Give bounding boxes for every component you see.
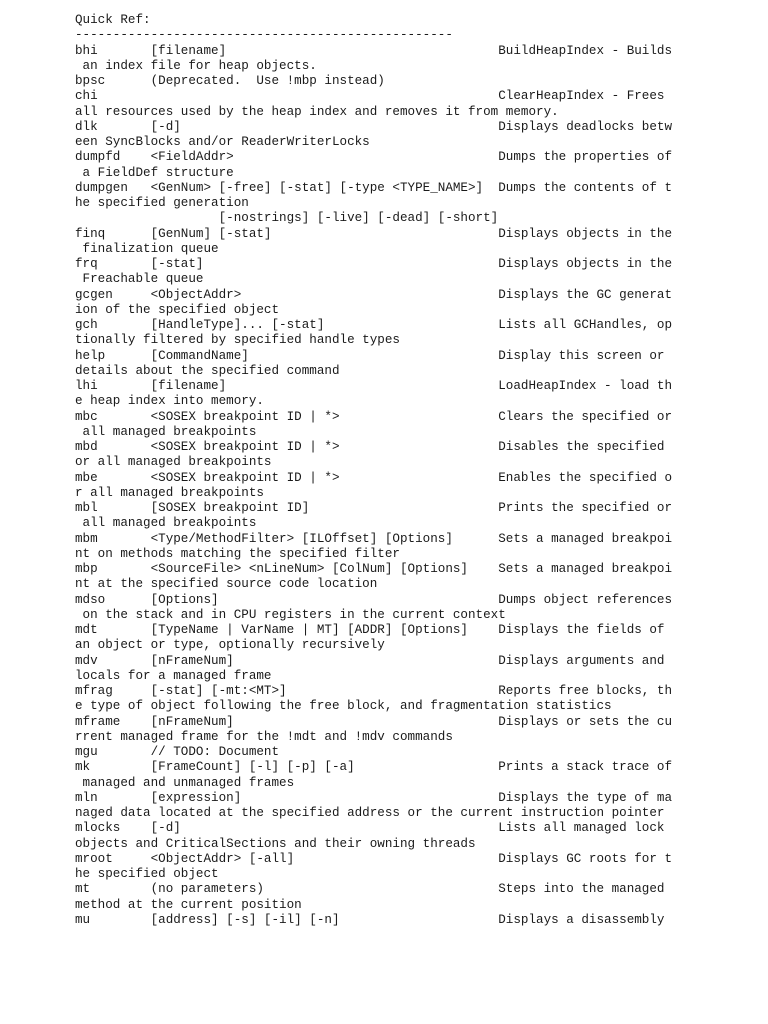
text-line: [-nostrings] [-live] [-dead] [-short] (75, 211, 499, 226)
text-line: mbp <SourceFile> <nLineNum> [ColNum] [Options] Sets a managed breakpoi (75, 562, 673, 576)
text-line: tionally filtered by specified handle types (75, 333, 400, 348)
text-line: bhi [filename] BuildHeapIndex - Builds (75, 43, 673, 58)
text-line: dumpfd <FieldAddr> Dumps the properties of (75, 150, 673, 165)
text-line: finalization queue (75, 241, 219, 256)
text-line: mk [FrameCount] [-l] [-p] [-a] Prints a stack trace of (75, 760, 673, 775)
text-line: frq [-stat] Displays objects in the (75, 257, 673, 271)
text-line: r all managed breakpoints (75, 485, 264, 500)
text-line: help [CommandName] Display this screen or (75, 348, 665, 363)
text-line: Quick Ref: (75, 13, 151, 27)
text-line: -------------------------------------------------- (75, 28, 453, 43)
text-line: mu [address] [-s] [-il] [-n] Displays a disassembly (75, 912, 665, 927)
text-line: mroot <ObjectAddr> [-all] Displays GC roots for t (75, 851, 673, 866)
quick-ref-document (75, 13, 685, 928)
text-line: finq [GenNum] [-stat] Displays objects in the (75, 226, 673, 241)
text-line: mbl [SOSEX breakpoint ID] Prints the specified or (75, 501, 673, 515)
text-line: mbd <SOSEX breakpoint ID | *> Disables the specified (75, 440, 665, 454)
text-line: een SyncBlocks and/or ReaderWriterLocks (75, 135, 370, 149)
text-line: managed and unmanaged frames (75, 775, 295, 790)
text-line: objects and CriticalSections and their owning threads (75, 836, 476, 851)
text-line: method at the current position (75, 897, 302, 912)
text-line: naged data located at the specified address or the current instruction pointer (75, 806, 665, 820)
text-line: he specified generation (75, 196, 249, 210)
text-line: mdv [nFrameNum] Displays arguments and (75, 653, 665, 668)
text-line: dumpgen <GenNum> [-free] [-stat] [-type <TYPE_NAME>] Dumps the contents of t (75, 180, 673, 195)
text-line: lhi [filename] LoadHeapIndex - load th (75, 379, 673, 393)
text-line: chi ClearHeapIndex - Frees (75, 89, 665, 104)
text-line: mbe <SOSEX breakpoint ID | *> Enables the specified o (75, 470, 673, 485)
text-line: on the stack and in CPU registers in the current context (75, 607, 506, 622)
text-line: mfrag [-stat] [-mt:<MT>] Reports free blocks, th (75, 684, 673, 698)
text-line: mdt [TypeName | VarName | MT] [ADDR] [Options] Displays the fields of (75, 623, 665, 637)
text-line: e heap index into memory. (75, 394, 264, 409)
text-line: gch [HandleType]... [-stat] Lists all GCHandles, op (75, 318, 673, 332)
text-line: e type of object following the free block, and fragmentation statistics (75, 699, 612, 714)
text-line: mdso [Options] Dumps object references (75, 592, 673, 607)
text-line: Freachable queue (75, 272, 204, 287)
text-line: mt (no parameters) Steps into the managed (75, 882, 665, 897)
text-line: mgu // TODO: Document (75, 745, 280, 759)
text-line: mlocks [-d] Lists all managed lock (75, 821, 665, 836)
text-line: an index file for heap objects. (75, 58, 317, 73)
text-line: nt on methods matching the specified filter (75, 546, 400, 561)
text-line: all managed breakpoints (75, 516, 257, 531)
text-line: all managed breakpoints (75, 424, 257, 439)
text-line: dlk [-d] Displays deadlocks betw (75, 119, 673, 134)
text-line: all resources used by the heap index and removes it from memory. (75, 104, 559, 119)
text-line: an object or type, optionally recursively (75, 638, 385, 653)
text-line: mframe [nFrameNum] Displays or sets the cu (75, 714, 673, 729)
text-line: mbc <SOSEX breakpoint ID | *> Clears the specified or (75, 409, 673, 424)
text-line: details about the specified command (75, 363, 340, 378)
text-line: bpsc (Deprecated. Use !mbp instead) (75, 74, 385, 88)
text-line: he specified object (75, 867, 219, 881)
text-line: locals for a managed frame (75, 668, 272, 683)
text-line: ion of the specified object (75, 302, 280, 317)
text-line: rrent managed frame for the !mdt and !mdv commands (75, 729, 453, 744)
text-line: mln [expression] Displays the type of ma (75, 790, 673, 805)
text-line: a FieldDef structure (75, 165, 234, 180)
text-line: gcgen <ObjectAddr> Displays the GC generat (75, 287, 673, 302)
text-line: nt at the specified source code location (75, 577, 378, 592)
text-line: mbm <Type/MethodFilter> [ILOffset] [Options] Sets a managed breakpoi (75, 531, 673, 546)
text-line: or all managed breakpoints (75, 455, 272, 470)
